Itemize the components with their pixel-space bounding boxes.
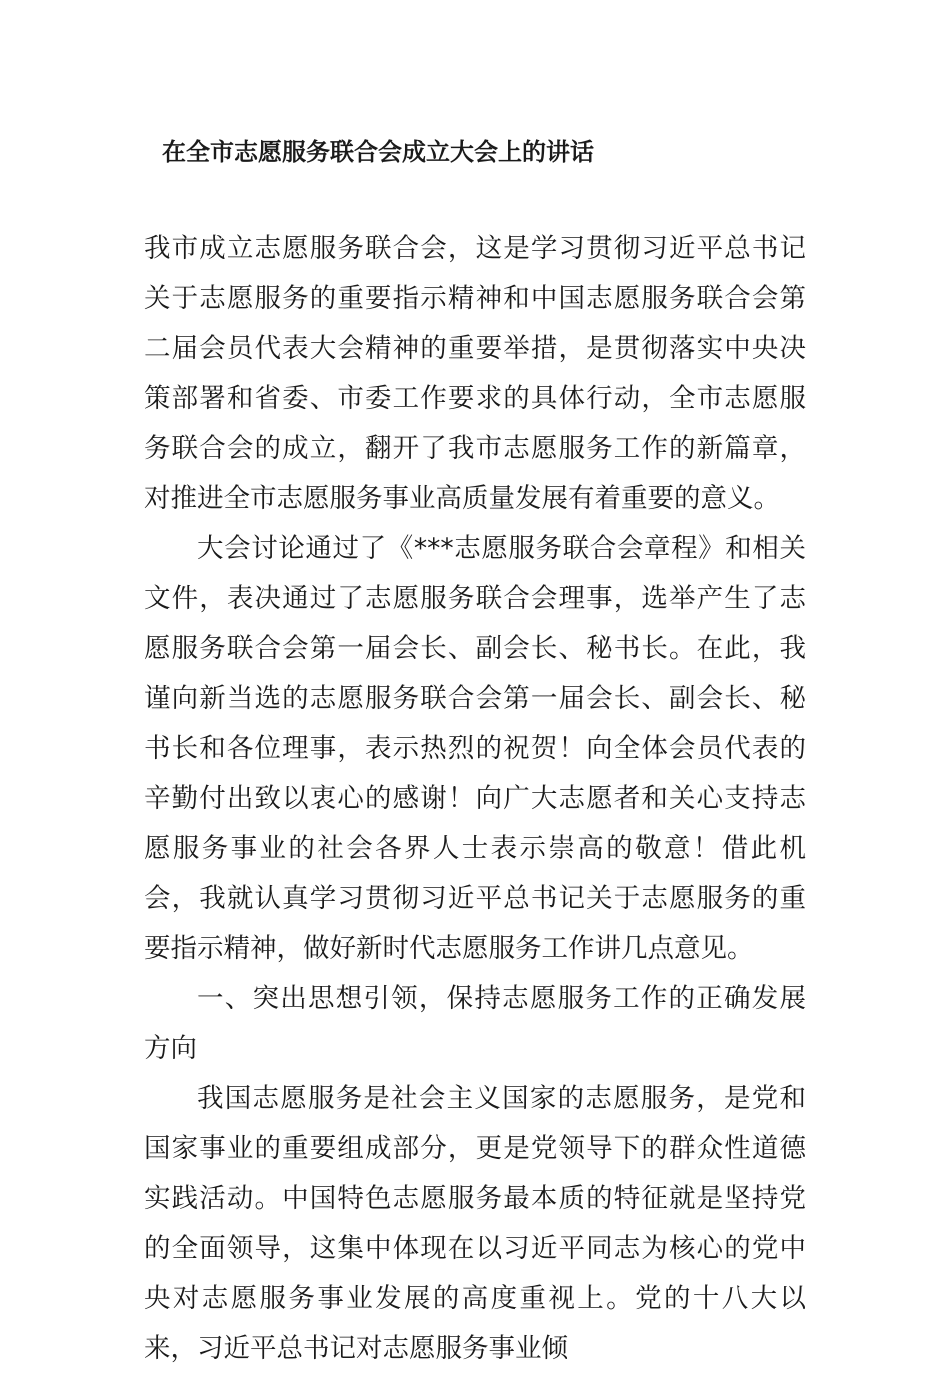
paragraph-section-1: 我国志愿服务是社会主义国家的志愿服务，是党和国家事业的重要组成部分，更是党领导下的群众性道德实践活动。中国特色志愿服务最本质的特征就是坚持党的全面领导，这集中体现在以习近平同志为核心的党中央对志愿服务事业发展的高度重视上。党的十八大以来，习近平总书记对志愿服务事业倾 [144,1083,806,1364]
paragraph-congratulations: 大会讨论通过了《***志愿服务联合会章程》和相关文件，表决通过了志愿服务联合会理事，选举产生了志愿服务联合会第一届会长、副会长、秘书长。在此，我谨向新当选的志愿服务联合会第一届会长、副会长、秘书长和各位理事，表示热烈的祝贺！向全体会员代表的辛勤付出致以衷心的感谢！向广大志愿者和关心支持志愿服务事业的社会各界人士表示崇高的敬意！借此机会，我就认真学习贯彻习近平总书记关于志愿服务的重要指示精神，做好新时代志愿服务工作讲几点意见。 [144,533,806,964]
document-body [144,224,806,1374]
document-title: 在全市志愿服务联合会成立大会上的讲话 [162,138,594,166]
section-heading-1: 一、突出思想引领，保持志愿服务工作的正确发展方向 [144,983,806,1064]
paragraph-intro: 我市成立志愿服务联合会，这是学习贯彻习近平总书记关于志愿服务的重要指示精神和中国志愿服务联合会第二届会员代表大会精神的重要举措，是贯彻落实中央决策部署和省委、市委工作要求的具体行动，全市志愿服务联合会的成立，翻开了我市志愿服务工作的新篇章，对推进全市志愿服务事业高质量发展有着重要的意义。 [144,233,806,514]
